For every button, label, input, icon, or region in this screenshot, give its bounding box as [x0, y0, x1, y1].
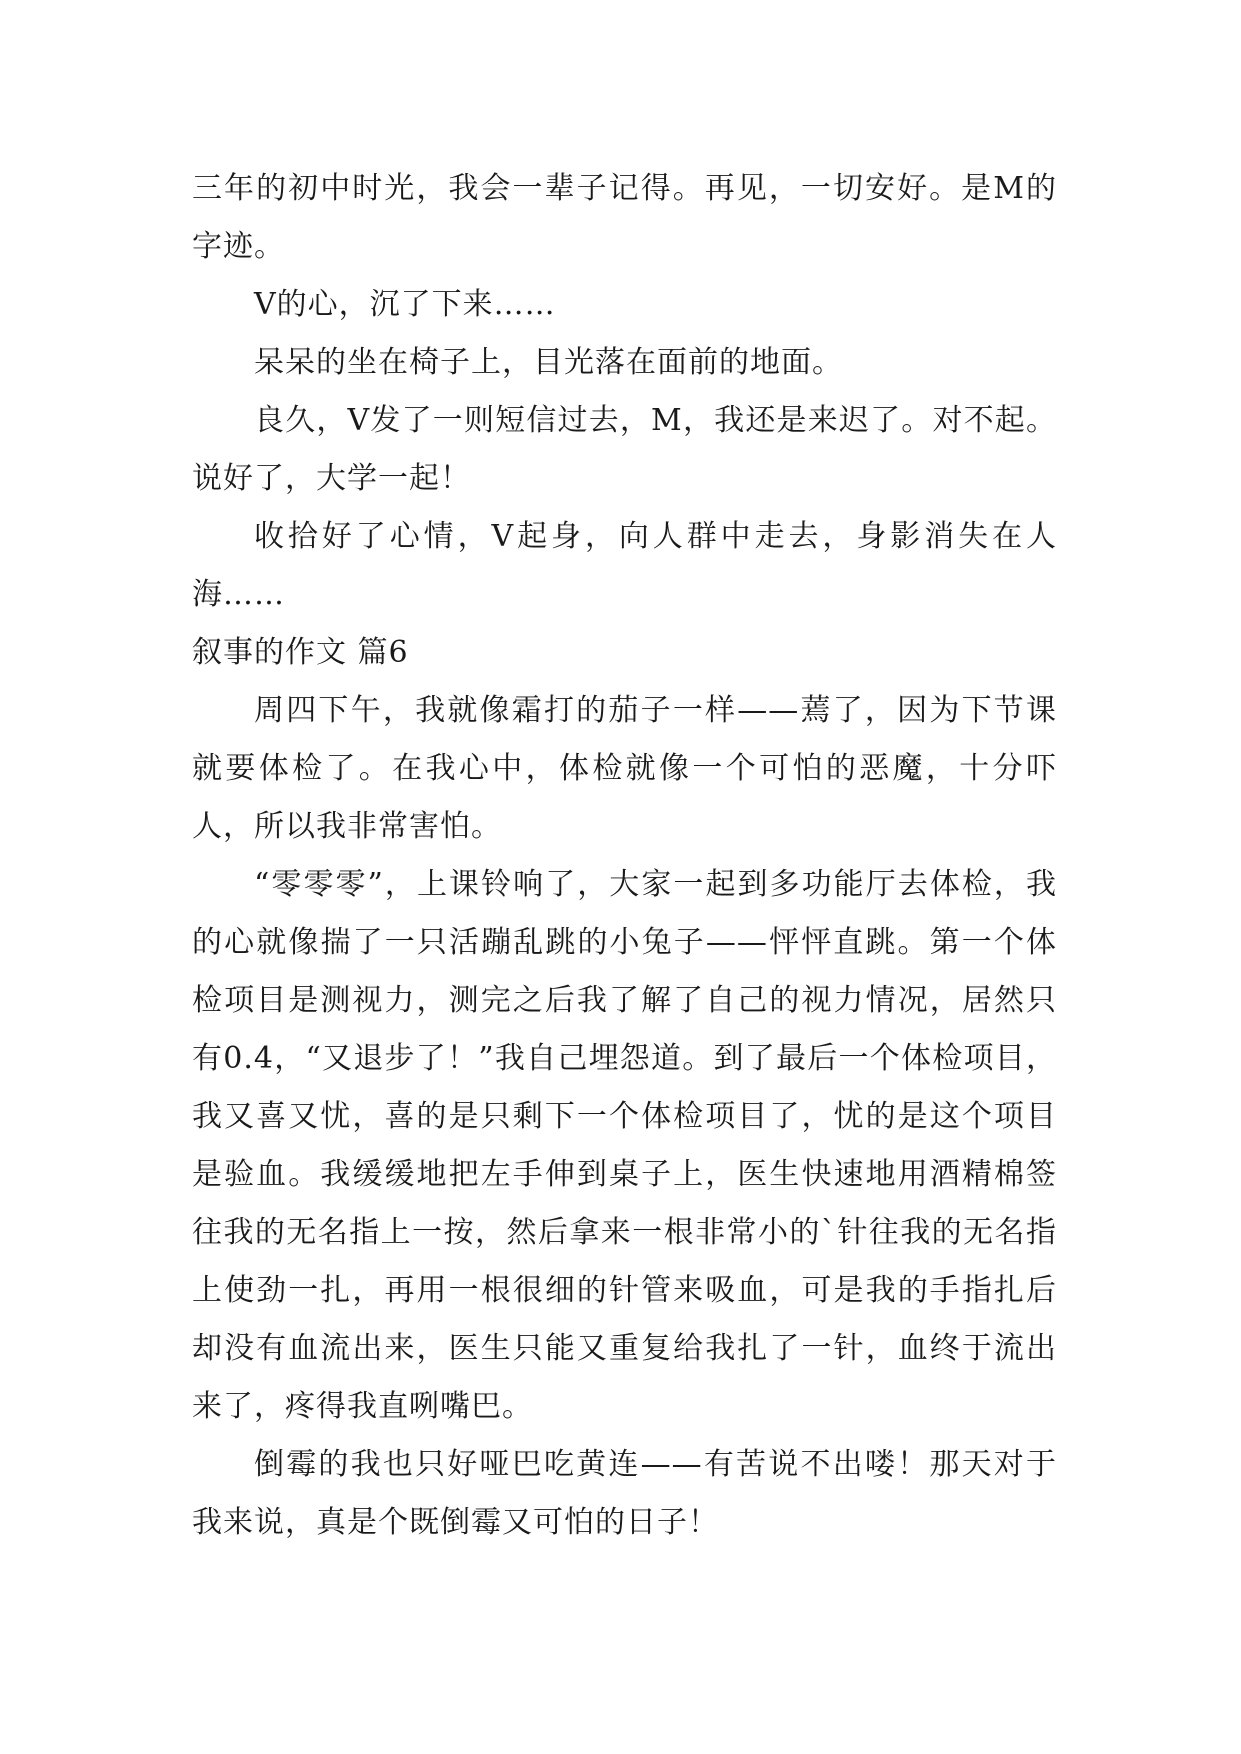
paragraph: 呆呆的坐在椅子上，目光落在面前的地面。 [254, 345, 843, 380]
paragraph: “零零零”，上课铃响了，大家一起到多功能厅去体检，我的心就像揣了一只活蹦乱跳的小兔子——怦怦直跳。第一个体检项目是测视力，测完之后我了解了自己的视力情况，居然只有0.4，“又退步了！”我自己埋怨道。到了最后一个体检项目，我又喜又忧，喜的是只剩下一个体检项目了，忧的是这个项目是验血。我缓缓地把左手伸到桌子上，医生快速地用酒精棉签往我的无名指上一按，然后拿来一根非常小的`针往我的无名指上使劲一扎，再用一根很细的针管来吸血，可是我的手指扎后却没有血流出来，医生只能又重复给我扎了一针，血终于流出来了，疼得我直咧嘴巴。 [192, 867, 1057, 1424]
paragraph: 周四下午，我就像霜打的茄子一样——蔫了，因为下节课就要体检了。在我心中，体检就像一个可怕的恶魔，十分吓人，所以我非常害怕。 [192, 693, 1057, 844]
paragraph: V的心，沉了下来…… [254, 287, 556, 322]
paragraph: 收拾好了心情，V起身，向人群中走去，身影消失在人海…… [192, 519, 1057, 612]
paragraph: 良久，V发了一则短信过去，M，我还是来迟了。对不起。说好了，大学一起！ [192, 403, 1057, 496]
paragraph: 三年的初中时光，我会一辈子记得。再见，一切安好。是M的字迹。 [192, 171, 1057, 264]
document-page [192, 160, 1057, 1552]
section-title: 叙事的作文 篇6 [192, 635, 409, 670]
paragraph: 倒霉的我也只好哑巴吃黄连——有苦说不出喽！那天对于我来说，真是个既倒霉又可怕的日子！ [192, 1447, 1057, 1540]
